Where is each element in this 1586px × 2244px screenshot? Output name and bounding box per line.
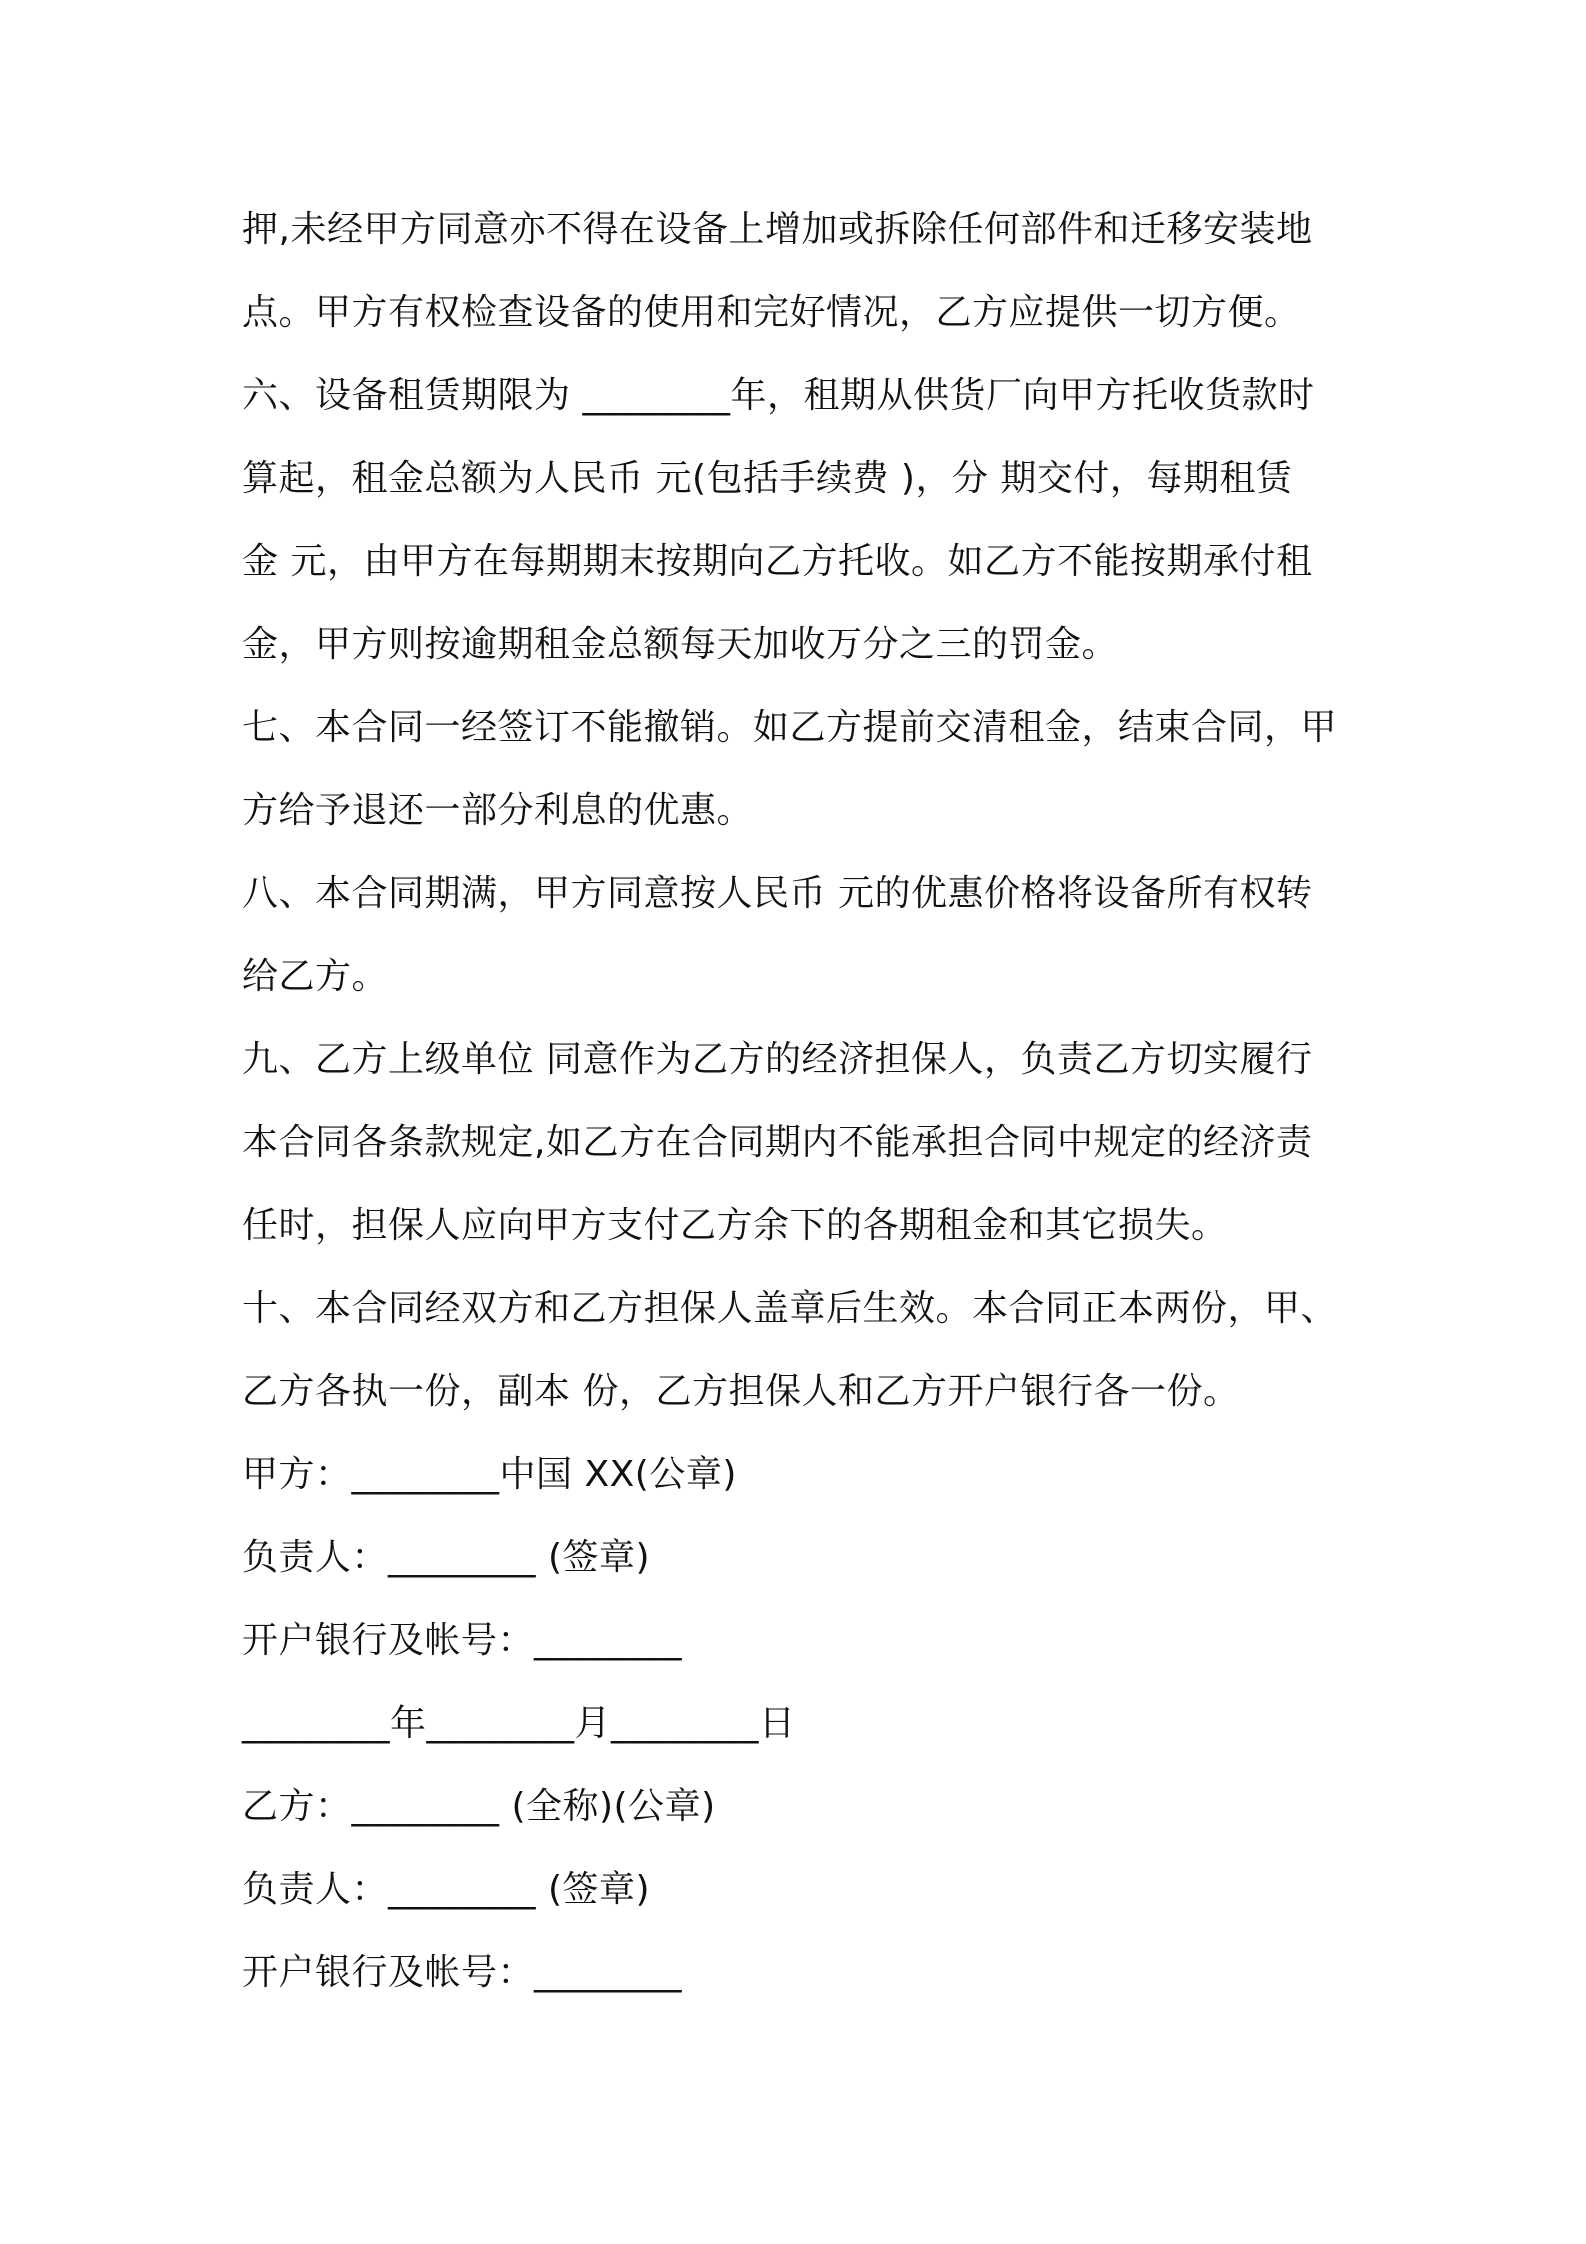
clause-6-line: 金 元，由甲方在每期期末按期向乙方托收。如乙方不能按期承付租: [242, 541, 1313, 582]
clause-9-line: 本合同各条款规定,如乙方在合同期内不能承担合同中规定的经济责: [242, 1122, 1313, 1163]
party-a-representative-line: 负责人：________ (签章): [242, 1537, 651, 1578]
party-a-bank-account-line: 开户银行及帐号：________: [242, 1620, 683, 1661]
party-a-signature-line: 甲方：________中国 XX(公章): [242, 1454, 737, 1495]
clause-10-line: 乙方各执一份，副本 份，乙方担保人和乙方开户银行各一份。: [242, 1371, 1240, 1412]
clause-9-line: 九、乙方上级单位 同意作为乙方的经济担保人，负责乙方切实履行: [242, 1039, 1313, 1080]
clause-7-line: 方给予退还一部分利息的优惠。: [242, 790, 754, 831]
party-b-representative-line: 负责人：________ (签章): [242, 1869, 651, 1910]
party-b-signature-line: 乙方：________ (全称)(公章): [242, 1786, 716, 1827]
clause-10-line: 十、本合同经双方和乙方担保人盖章后生效。本合同正本两份，甲、: [242, 1288, 1338, 1329]
clause-8-line: 八、本合同期满，甲方同意按人民币 元的优惠价格将设备所有权转: [242, 873, 1313, 914]
paragraph-line: 点。甲方有权检查设备的使用和完好情况，乙方应提供一切方便。: [242, 292, 1301, 333]
clause-7-line: 七、本合同一经签订不能撤销。如乙方提前交清租金，结束合同，甲: [242, 707, 1338, 748]
party-b-bank-account-line: 开户银行及帐号：________: [242, 1952, 683, 1993]
clause-9-line: 任时，担保人应向甲方支付乙方余下的各期租金和其它损失。: [242, 1205, 1228, 1246]
clause-6-line: 算起，租金总额为人民币 元(包括手续费 )，分 期交付，每期租赁: [242, 458, 1293, 499]
signing-date-line: ________年________月________日: [242, 1703, 796, 1744]
clause-8-line: 给乙方。: [242, 956, 389, 997]
clause-6-line: 六、设备租赁期限为 ________年，租期从供货厂向甲方托收货款时: [242, 375, 1315, 416]
paragraph-line: 押,未经甲方同意亦不得在设备上增加或拆除任何部件和迁移安装地: [242, 209, 1313, 250]
clause-6-line: 金，甲方则按逾期租金总额每天加收万分之三的罚金。: [242, 624, 1119, 665]
